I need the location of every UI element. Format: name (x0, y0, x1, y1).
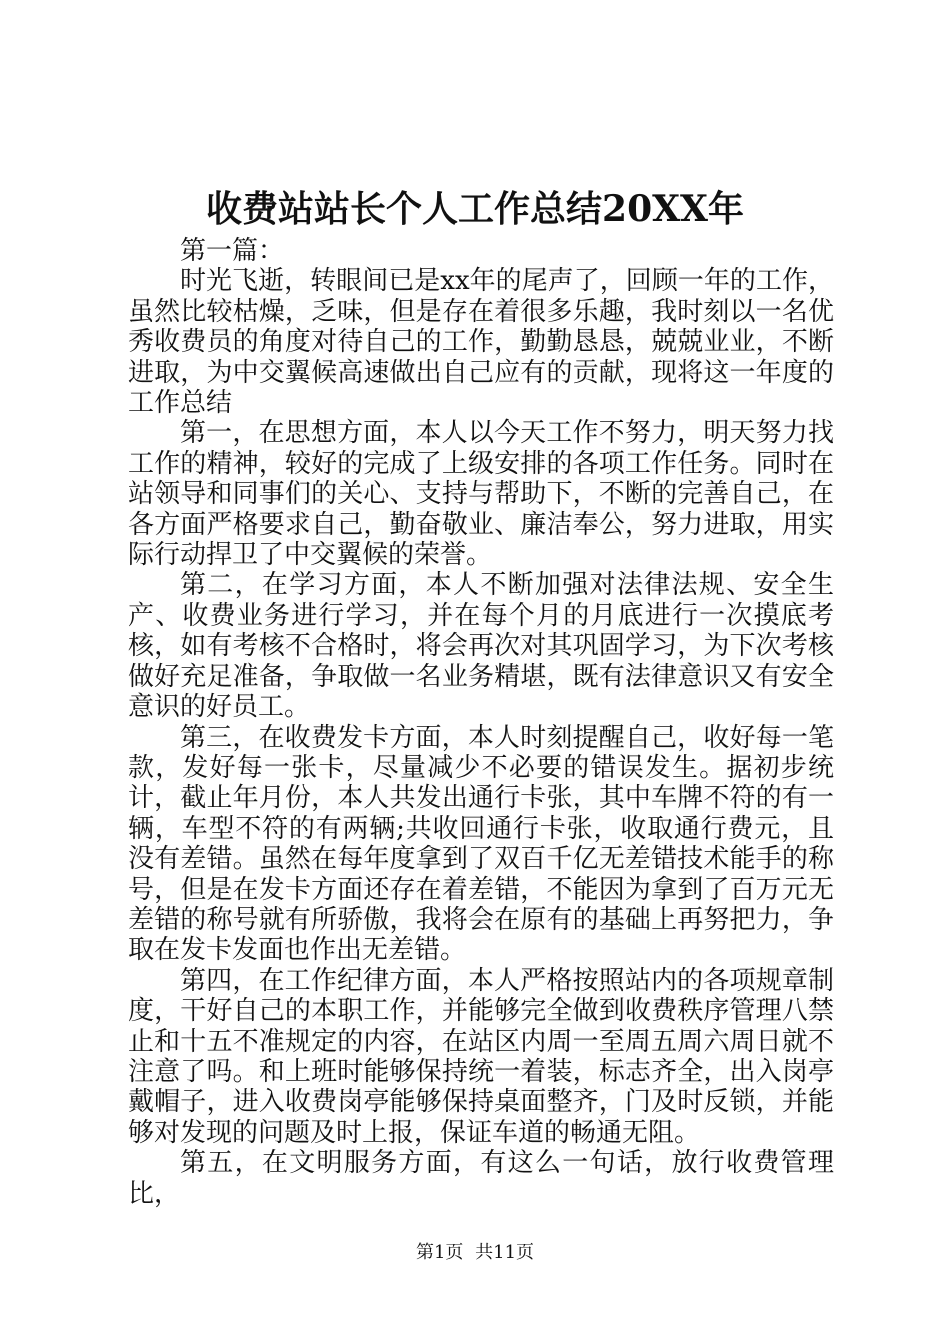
page-footer (0, 1241, 950, 1265)
paragraph-service: 第五，在文明服务方面，有这么一句话，放行收费管理比， (128, 1148, 834, 1209)
page-number: 第1页 (415, 1242, 464, 1263)
paragraph-discipline: 第四，在工作纪律方面，本人严格按照站内的各项规章制度，干好自己的本职工作，并能够完全做到收费秩序管理八禁止和十五不准规定的内容，在站区内周一至周五周六周日就不注意了吗。和上班时能够保持统一着装，标志齐全，出入岗亭戴帽子，进入收费岗亭能够保持桌面整齐，门及时反锁，并能够对发现的问题及时上报，保证车道的畅通无阻。 (128, 965, 834, 1148)
paragraph-study: 第二，在学习方面，本人不断加强对法律法规、安全生产、收费业务进行学习，并在每个月的月底进行一次摸底考核，如有考核不合格时，将会再次对其巩固学习，为下次考核做好充足准备，争取做一名业务精堪，既有法律意识又有安全意识的好员工。 (128, 570, 834, 723)
section-heading: 第一篇： (180, 236, 285, 266)
paragraph-thought: 第一，在思想方面，本人以今天工作不努力，明天努力找工作的精神，较好的完成了上级安排的各项工作任务。同时在站领导和同事们的关心、支持与帮助下，不断的完善自己，在各方面严格要求自己，勤奋敬业、廉洁奉公，努力进取，用实际行动捍卫了中交翼候的荣誉。 (128, 418, 834, 571)
paragraph-toll-card: 第三，在收费发卡方面，本人时刻提醒自己，收好每一笔款，发好每一张卡，尽量减少不必要的错误发生。据初步统计，截止年月份，本人共发出通行卡张，其中车牌不符的有一辆，车型不符的有两辆;共收回通行卡张，收取通行费元，且没有差错。虽然在每年度拿到了双百千亿无差错技术能手的称号，但是在发卡方面还存在着差错，不能因为拿到了百万元无差错的称号就有所骄傲，我将会在原有的基础上再努把力，争取在发卡发面也作出无差错。 (128, 722, 834, 966)
document-body (128, 236, 834, 1209)
paragraph-intro: 时光飞逝，转眼间已是xx年的尾声了，回顾一年的工作，虽然比较枯燥，乏味，但是存在着很多乐趣，我时刻以一名优秀收费员的角度对待自己的工作，勤勤恳恳，兢兢业业，不断进取，为中交翼候高速做出自己应有的贡献，现将这一年度的工作总结 (128, 266, 834, 419)
page-total: 共11页 (475, 1242, 535, 1263)
document-title: 收费站站长个人工作总结20XX年 (206, 188, 744, 230)
